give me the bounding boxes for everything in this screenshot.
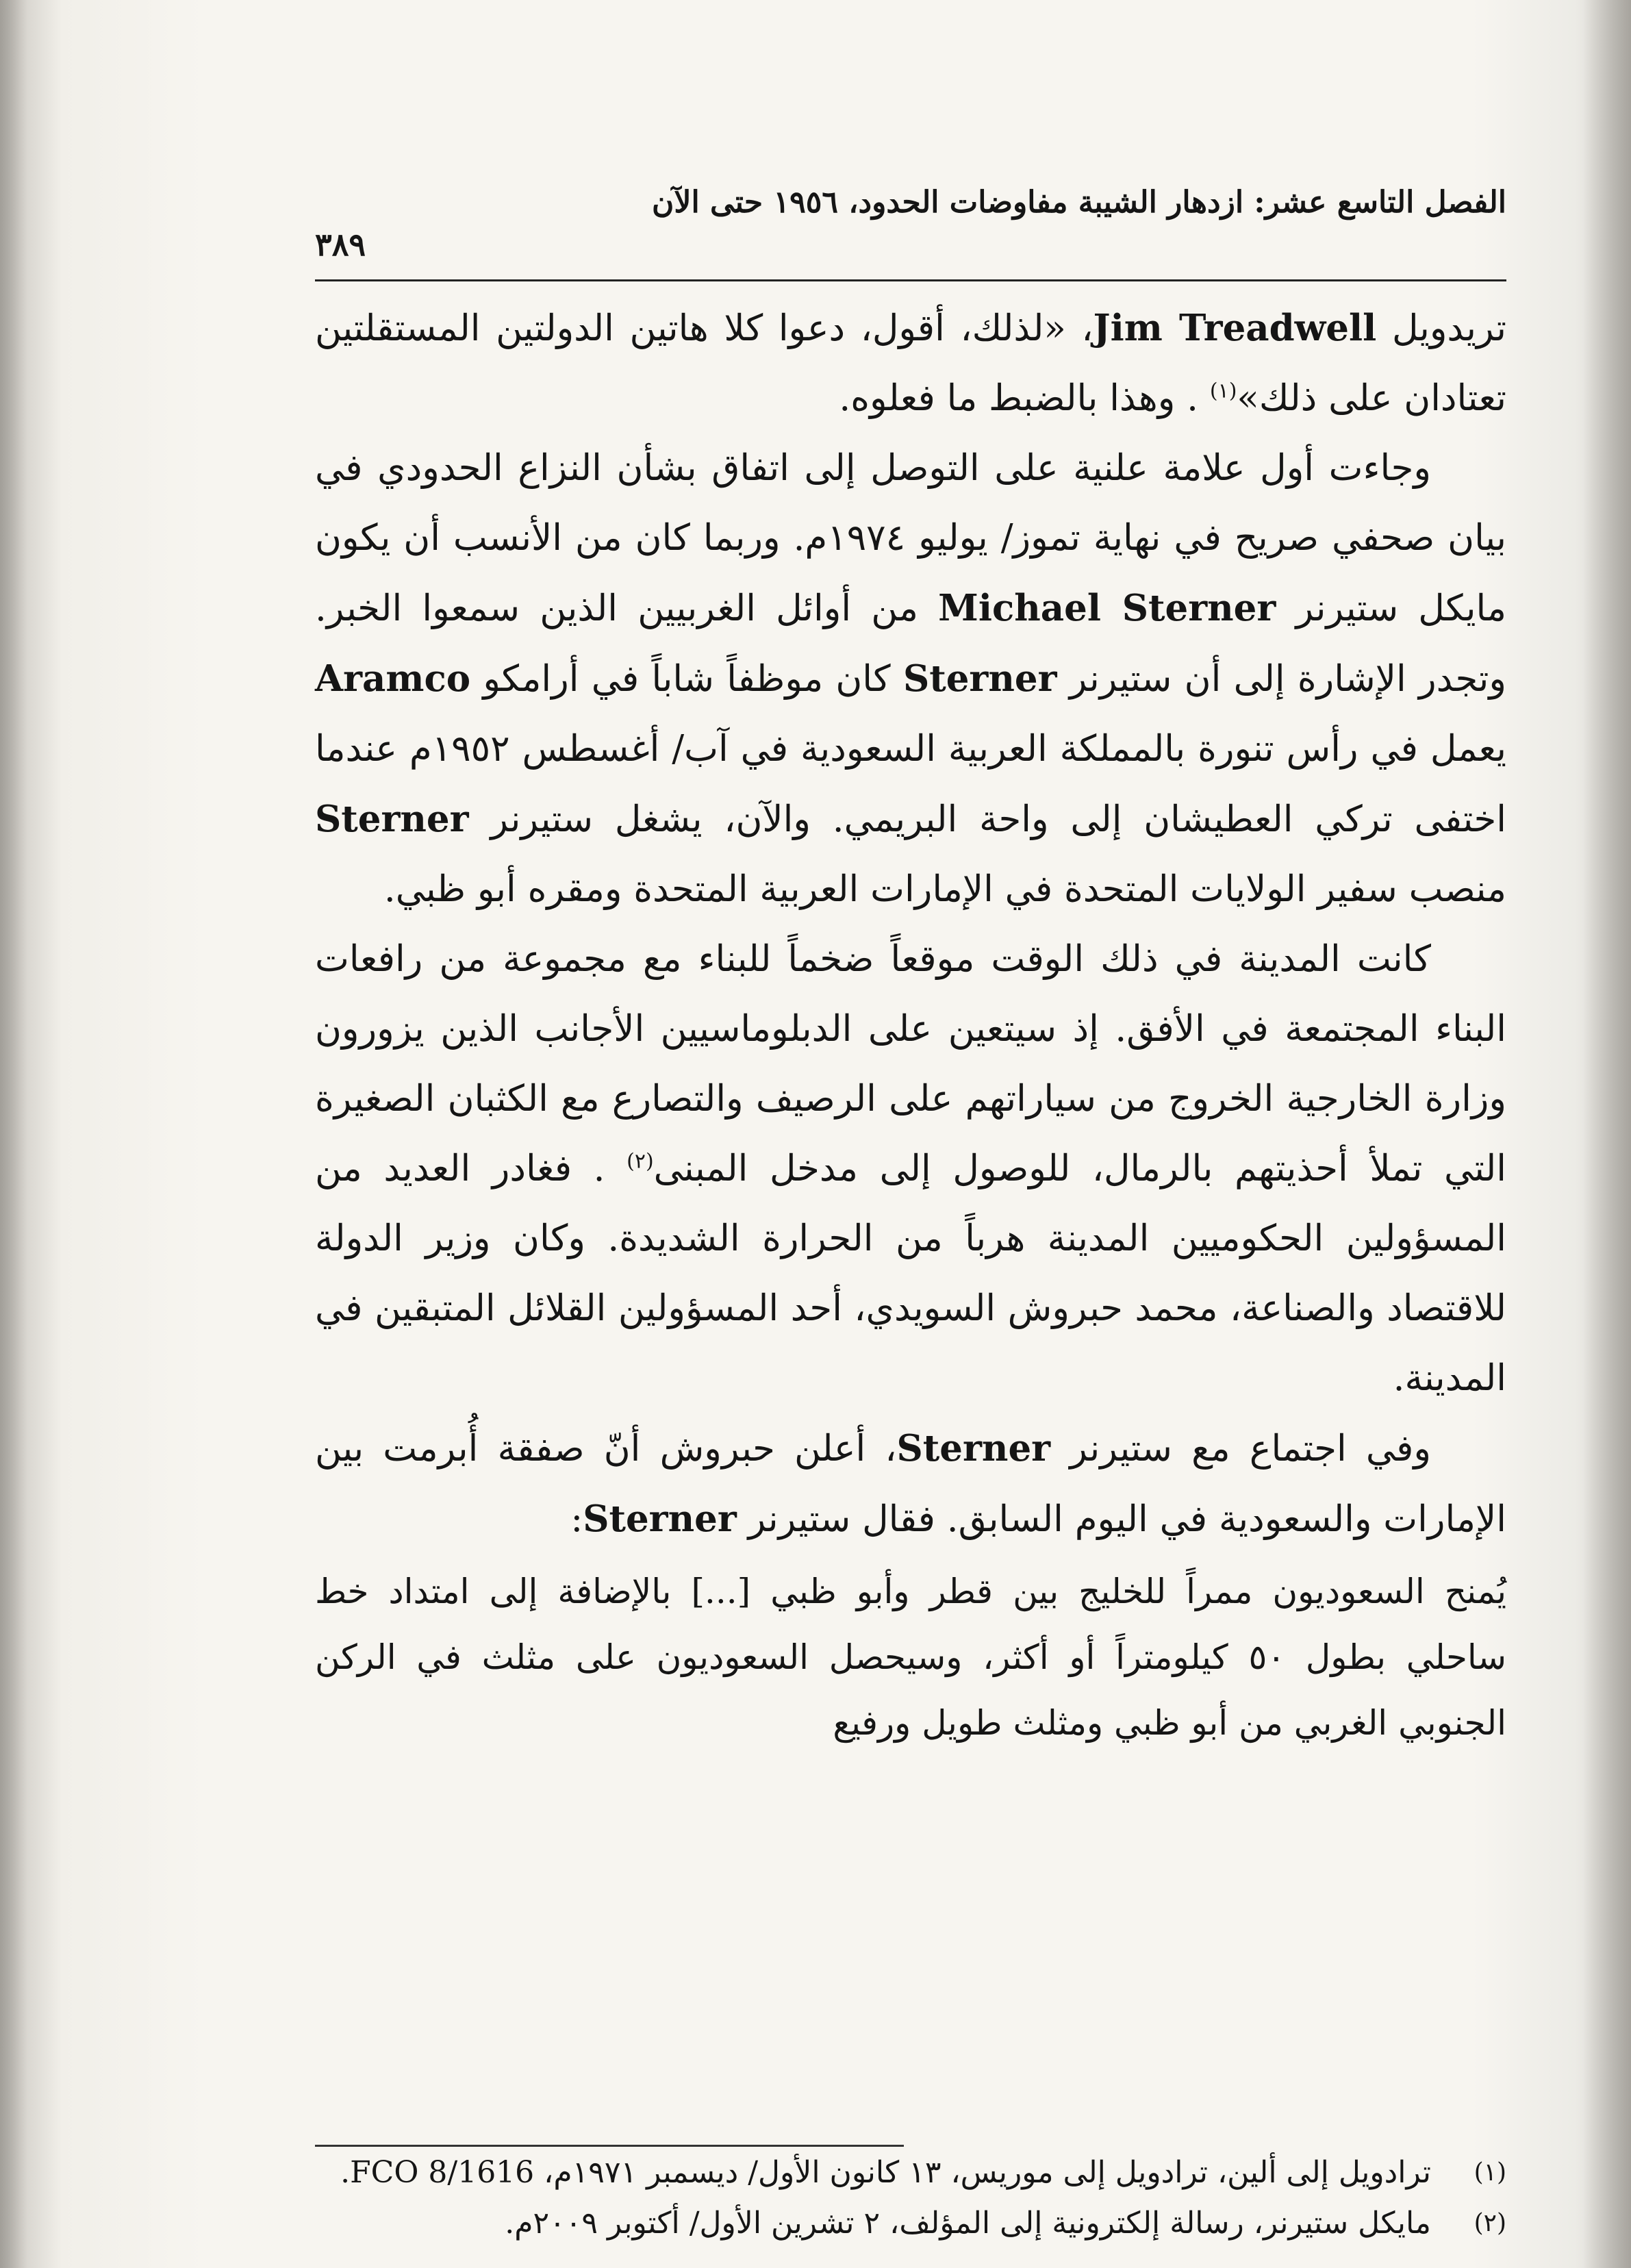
latin-name: Sterner [902, 657, 1057, 700]
text-run: ، أعلن حبروش أنّ صفقة أُبرمت بين الإمارات والسعودية في اليوم السابق. فقال ستيرنر [315, 1428, 1506, 1540]
text-run: : [570, 1498, 583, 1540]
latin-name: Sterner [583, 1498, 737, 1540]
text-run: كانت المدينة في ذلك الوقت موقعاً ضخماً للبناء مع مجموعة من رافعات البناء المجتمعة في الأفق. إذ سيتعين على الدبلوماسيين الأجانب الذين يزورون وزارة الخارجية الخروج من سياراتهم على الرصيف والتصارع مع الكثبان الصغيرة التي تملأ أحذيتهم بالرمال، للوصول إلى مدخل المبنى [315, 938, 1506, 1189]
text-run: . فغادر العديد من المسؤولين الحكوميين المدينة هرباً من الحرارة الشديدة. وكان وزير الدولة للاقتصاد والصناعة، محمد حبروش السويدي، أحد المسؤولين القلائل المتبقين في المدينة. [315, 1148, 1506, 1399]
footnote-text: . [340, 2155, 351, 2190]
text-run: . وهذا بالضبط ما فعلوه. [839, 377, 1210, 419]
text-run: يُمنح السعوديون ممراً للخليج بين قطر وأبو ظبي [...] بالإضافة إلى امتداد خط ساحلي بطول ٥٠ كيلومتراً أو أكثر، وسيحصل السعوديون على مثلث في الركن الجنوبي الغربي من أبو ظبي ومثلث طويل ورفيع [315, 1572, 1506, 1743]
text-run: وجاءت أول علامة علنية على التوصل إلى اتفاق بشأن النزاع الحدودي في بيان صحفي صريح في نهاية تموز/ يوليو ١٩٧٤م. وربما كان من الأنسب أن يكون مايكل ستيرنر [315, 447, 1506, 629]
footnote-area [315, 0, 1506, 2268]
text-run: منصب سفير الولايات المتحدة في الإمارات العربية المتحدة ومقره أبو ظبي. [383, 868, 1506, 910]
footnotes [315, 2150, 1506, 2252]
footnote-rule [315, 2145, 904, 2147]
footnote-text: ترادويل إلى ألين، ترادويل إلى موريس، ١٣ كانون الأول/ ديسمبر ١٩٧١م، [534, 2155, 1431, 2190]
latin-name: Aramco [315, 657, 471, 700]
footnote-number: (١) [1474, 2158, 1506, 2187]
text-run: كان موظفاً شاباً في أرامكو [470, 658, 903, 700]
latin-name: Michael Sterner [938, 587, 1276, 629]
latin-name: Sterner [315, 798, 469, 840]
binding-gutter-shadow [0, 0, 27, 2268]
text-run: من أوائل الغربيين الذين سمعوا الخبر. وتجدر الإشارة إلى أن ستيرنر [315, 588, 1506, 700]
text-run: تريدويل [1376, 307, 1506, 349]
chapter-title: الفصل التاسع عشر: ازدهار الشيبة مفاوضات الحدود، ١٩٥٦ حتى الآن [652, 185, 1506, 220]
page-number: ٣٨٩ [315, 226, 366, 263]
footnote-ref-2: (٢) [627, 1149, 654, 1174]
latin-name: Jim Treadwell [1093, 307, 1377, 349]
text-run: ، «لذلك، أقول، دعوا كلا هاتين الدولتين المستقلتين تعتادان على ذلك» [315, 307, 1506, 419]
footnote-number: (٢) [1474, 2209, 1506, 2237]
footnote-reference-code: FCO 8/1616 [350, 2155, 535, 2190]
footnote-1 [315, 2150, 1506, 2195]
page-edge-shadow [1583, 0, 1631, 2268]
text-run: وفي اجتماع مع ستيرنر [1050, 1428, 1431, 1470]
footnote-ref-1: (١) [1209, 379, 1237, 403]
latin-name: Sterner [896, 1427, 1051, 1470]
footnote-2 [315, 2201, 1506, 2246]
text-run: يعمل في رأس تنورة بالمملكة العربية السعودية في آب/ أغسطس ١٩٥٢م عندما اختفى تركي العطيشان إلى واحة البريمي. والآن، يشغل ستيرنر [315, 728, 1506, 840]
footnote-text: مايكل ستيرنر، رسالة إلكترونية إلى المؤلف، ٢ تشرين الأول/ أكتوبر ٢٠٠٩م. [505, 2206, 1431, 2241]
